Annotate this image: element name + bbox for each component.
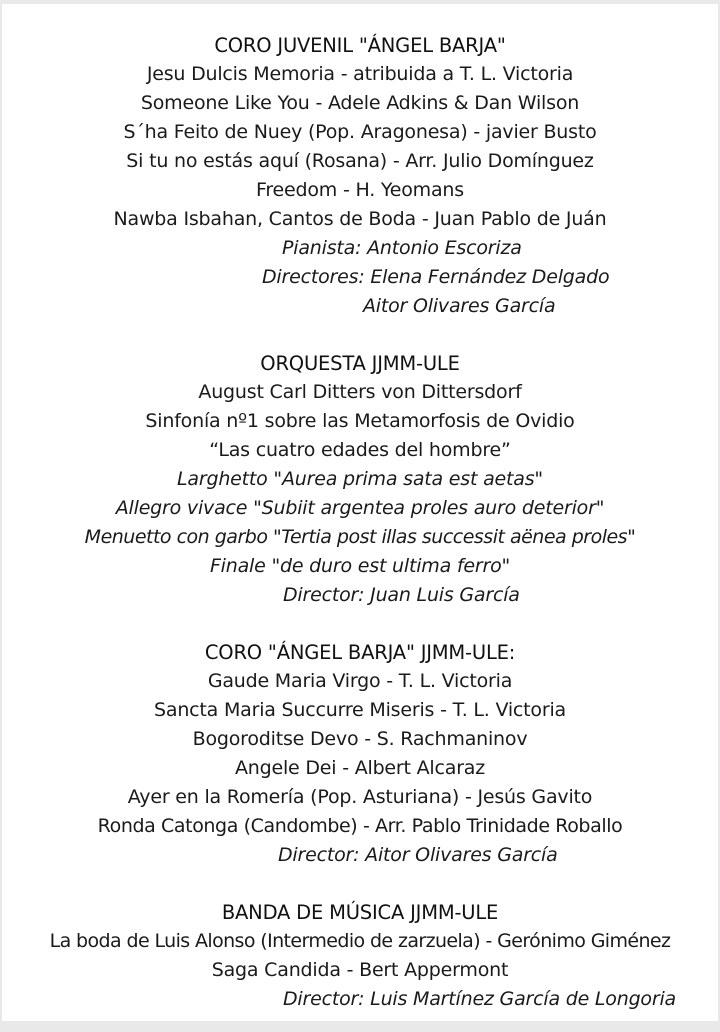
pianist-credit: Pianista: Antonio Escoriza [282, 237, 522, 259]
director-credit: Director: Luis Martínez García de Longoria [283, 988, 676, 1010]
program-item: Bogoroditse Devo - S. Rachmaninov [192, 728, 528, 750]
program-item: Sancta Maria Succurre Miseris - T. L. Victoria [154, 699, 566, 721]
section-coro-juvenil [2, 31, 718, 321]
program-item: Saga Candida - Bert Appermont [211, 959, 509, 981]
movement-item: Allegro vivace "Subiit argentea proles auro deterior" [115, 497, 605, 519]
program-item: Jesu Dulcis Memoria - atribuida a T. L. Victoria [146, 63, 574, 85]
director-credit: Director: Juan Luis García [283, 584, 520, 606]
program-item: Ayer en la Romería (Pop. Asturiana) - Jesús Gavito [127, 786, 593, 808]
movement-item: Larghetto "Aurea prima sata est aetas" [177, 468, 543, 490]
program-item: Someone Like You - Adele Adkins & Dan Wilson [140, 92, 580, 114]
section-heading: CORO JUVENIL "ÁNGEL BARJA" [214, 34, 506, 57]
directors-credit-second: Aitor Olivares García [363, 295, 556, 317]
work-title: Sinfonía nº1 sobre las Metamorfosis de Ovidio [145, 410, 575, 432]
program-item: Si tu no estás aquí (Rosana) - Arr. Julio Domínguez [126, 150, 594, 172]
section-heading: ORQUESTA JJMM-ULE [260, 352, 460, 375]
program-item: Ronda Catonga (Candombe) - Arr. Pablo Trinidade Roballo [97, 815, 623, 837]
section-heading: BANDA DE MÚSICA JJMM-ULE [221, 901, 499, 924]
section-coro-angel-barja [2, 638, 718, 870]
composer-line: August Carl Ditters von Dittersdorf [198, 381, 522, 403]
program-item: S´ha Feito de Nuey (Pop. Aragonesa) - javier Busto [123, 121, 597, 143]
work-subtitle: “Las cuatro edades del hombre” [209, 439, 511, 461]
program-item: Nawba Isbahan, Cantos de Boda - Juan Pablo de Juán [113, 208, 607, 230]
program-item: La boda de Luis Alonso (Intermedio de zarzuela) - Gerónimo Giménez [49, 930, 671, 952]
program-item: Angele Dei - Albert Alcaraz [234, 757, 486, 779]
section-heading: CORO "ÁNGEL BARJA" JJMM-ULE: [204, 641, 516, 664]
movement-item: Menuetto con garbo "Tertia post illas successit aënea proles" [84, 526, 636, 548]
program-item: Gaude Maria Virgo - T. L. Victoria [207, 670, 513, 692]
program-item: Freedom - H. Yeomans [256, 179, 464, 201]
director-credit: Director: Aitor Olivares García [278, 844, 558, 866]
section-banda [2, 898, 718, 1014]
movement-item: Finale "de duro est ultima ferro" [209, 555, 511, 577]
program-page [2, 4, 718, 1021]
directors-credit: Directores: Elena Fernández Delgado [262, 266, 610, 288]
section-orquesta [2, 349, 718, 610]
